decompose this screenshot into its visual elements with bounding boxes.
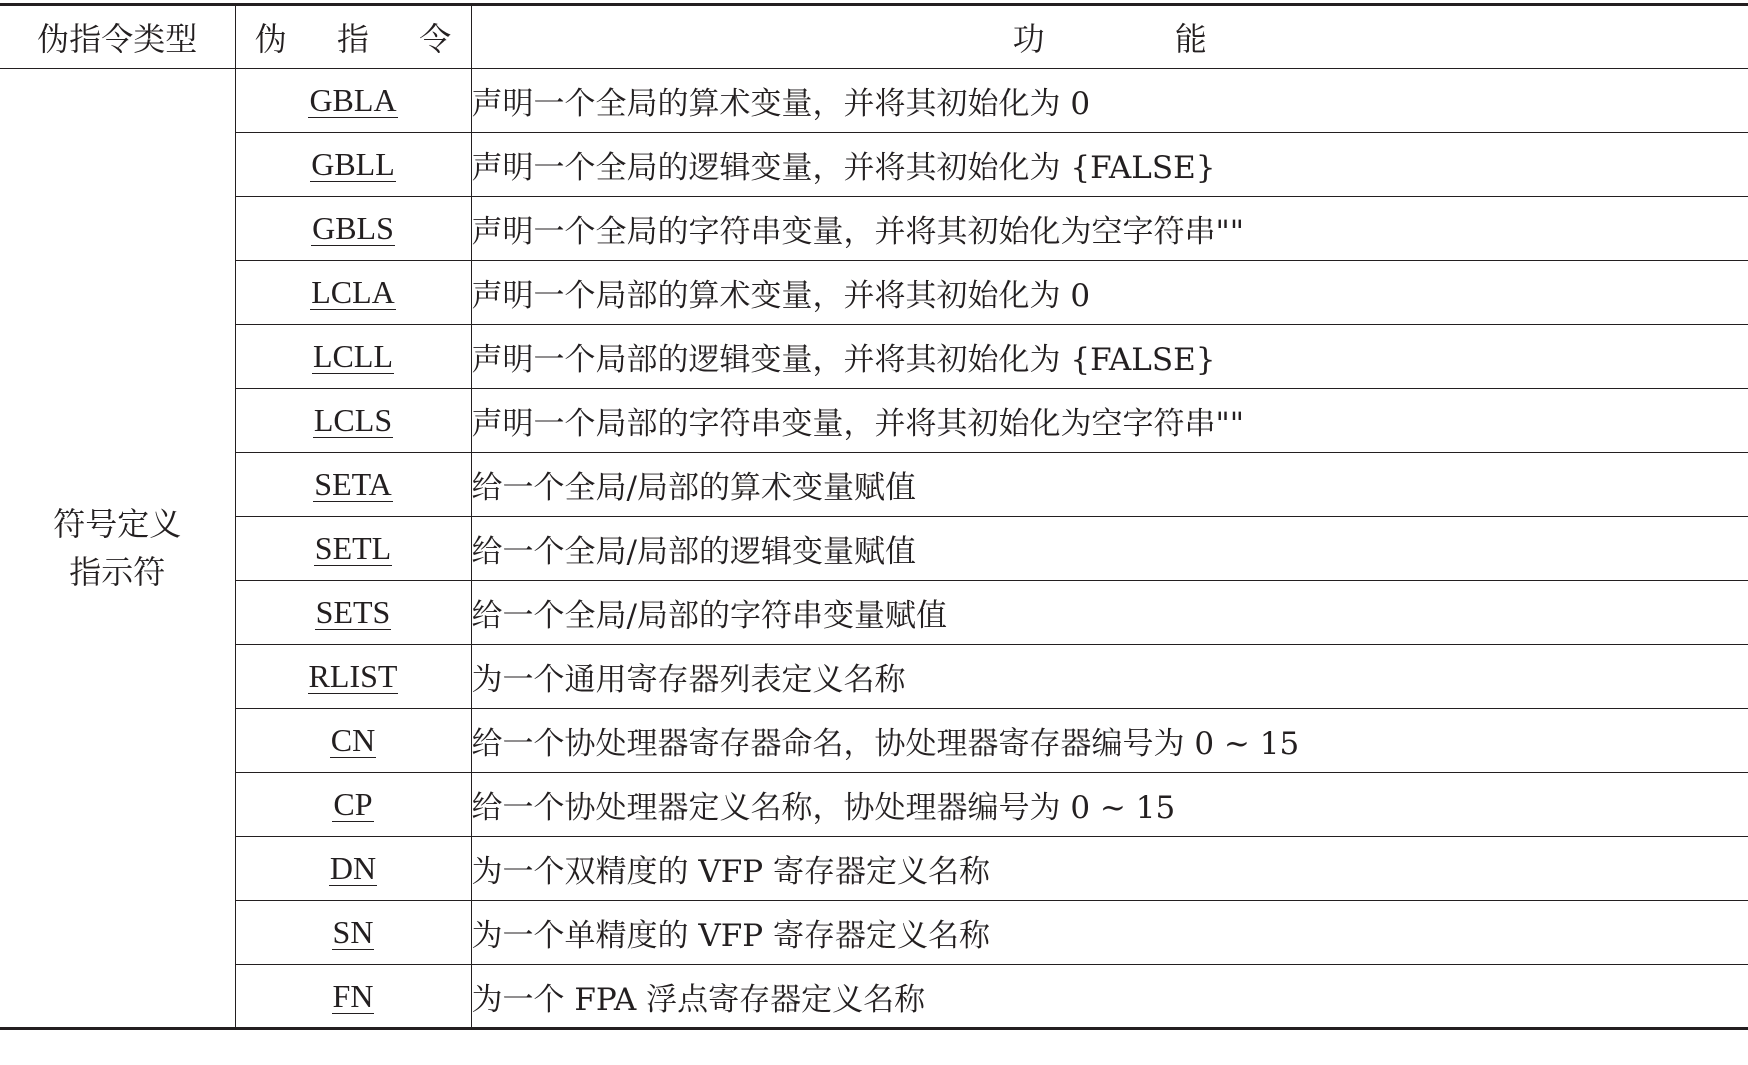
function-cell: 给一个全局/局部的字符串变量赋值 xyxy=(471,581,1748,645)
header-function: 功 能 xyxy=(471,5,1748,69)
directive-cell xyxy=(235,453,471,517)
table-row xyxy=(0,581,1748,645)
table-row xyxy=(0,965,1748,1029)
table-row xyxy=(0,517,1748,581)
directive-name: LCLA xyxy=(311,274,395,310)
pseudo-directive-table xyxy=(0,3,1748,1030)
directive-cell xyxy=(235,901,471,965)
table-row xyxy=(0,389,1748,453)
function-cell: 为一个通用寄存器列表定义名称 xyxy=(471,645,1748,709)
function-cell: 给一个全局/局部的逻辑变量赋值 xyxy=(471,517,1748,581)
category-line-2: 指示符 xyxy=(69,553,166,591)
directive-name: SETL xyxy=(314,530,392,566)
directive-cell xyxy=(235,197,471,261)
function-cell: 声明一个局部的逻辑变量，并将其初始化为 {FALSE} xyxy=(471,325,1748,389)
function-cell: 声明一个局部的字符串变量，并将其初始化为空字符串"" xyxy=(471,389,1748,453)
directive-cell xyxy=(235,581,471,645)
directive-cell xyxy=(235,645,471,709)
function-cell: 声明一个全局的逻辑变量，并将其初始化为 {FALSE} xyxy=(471,133,1748,197)
directive-name: SN xyxy=(332,914,374,950)
directive-name: GBLA xyxy=(309,82,397,118)
directive-cell xyxy=(235,261,471,325)
directive-name: SETA xyxy=(314,466,392,502)
table-row xyxy=(0,773,1748,837)
directive-cell xyxy=(235,389,471,453)
directive-cell xyxy=(235,965,471,1029)
table-body xyxy=(0,69,1748,1029)
table-row xyxy=(0,261,1748,325)
function-cell: 给一个协处理器寄存器命名，协处理器寄存器编号为 0 ~ 15 xyxy=(471,709,1748,773)
directive-name: GBLL xyxy=(311,146,395,182)
function-cell: 为一个单精度的 VFP 寄存器定义名称 xyxy=(471,901,1748,965)
directive-name: CP xyxy=(333,786,373,822)
directive-name: FN xyxy=(332,977,374,1014)
directive-name: DN xyxy=(329,850,377,886)
table-row xyxy=(0,453,1748,517)
function-cell: 给一个全局/局部的算术变量赋值 xyxy=(471,453,1748,517)
table-row xyxy=(0,901,1748,965)
directive-name: RLIST xyxy=(308,658,398,694)
table-row xyxy=(0,133,1748,197)
function-cell: 为一个双精度的 VFP 寄存器定义名称 xyxy=(471,837,1748,901)
directive-cell xyxy=(235,133,471,197)
directive-cell xyxy=(235,837,471,901)
function-cell: 声明一个局部的算术变量，并将其初始化为 0 xyxy=(471,261,1748,325)
table-row xyxy=(0,645,1748,709)
directive-name: GBLS xyxy=(312,210,394,246)
table-row xyxy=(0,69,1748,133)
directive-name: CN xyxy=(330,722,376,758)
function-cell: 声明一个全局的字符串变量，并将其初始化为空字符串"" xyxy=(471,197,1748,261)
header-category: 伪指令类型 xyxy=(0,5,235,69)
table-row xyxy=(0,837,1748,901)
directive-cell xyxy=(235,69,471,133)
category-line-1: 符号定义 xyxy=(53,505,182,543)
directive-cell xyxy=(235,325,471,389)
header-directive: 伪 指 令 xyxy=(235,5,471,69)
function-cell: 给一个协处理器定义名称，协处理器编号为 0 ~ 15 xyxy=(471,773,1748,837)
directive-cell xyxy=(235,773,471,837)
table-row xyxy=(0,709,1748,773)
directive-name: LCLS xyxy=(313,402,393,438)
table-header-row xyxy=(0,5,1748,69)
function-cell: 为一个 FPA 浮点寄存器定义名称 xyxy=(471,965,1748,1029)
table-row xyxy=(0,325,1748,389)
function-cell: 声明一个全局的算术变量，并将其初始化为 0 xyxy=(471,69,1748,133)
directive-cell xyxy=(235,517,471,581)
directive-cell xyxy=(235,709,471,773)
category-cell xyxy=(0,69,235,1029)
table-row xyxy=(0,197,1748,261)
directive-name: LCLL xyxy=(313,338,393,374)
directive-name: SETS xyxy=(315,594,391,630)
